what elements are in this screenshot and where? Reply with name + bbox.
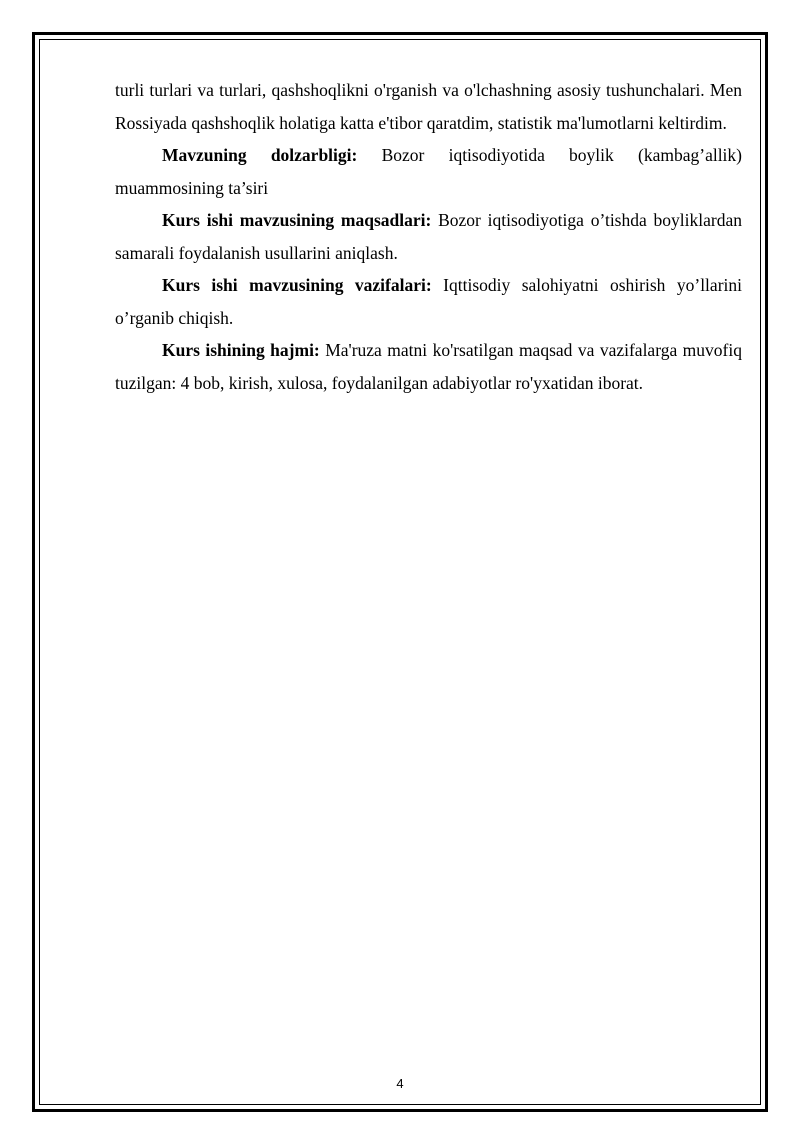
- intro-paragraph: turli turlari va turlari, qashshoqlikni o'rganish va o'lchashning asosiy tushunchalari. Men Rossiyada qashshoqlik holatiga katta e'tibor qaratdim, statistik ma'lumotlarni keltirdim.: [115, 80, 742, 133]
- paragraph-heading: Kurs ishi mavzusining maqsadlari:: [162, 210, 432, 230]
- paragraph-goals: [115, 204, 742, 269]
- paragraph-text: Bozor iqtisodiyotiga o’tishda boyliklardan samarali foydalanish usullarini aniqlash.: [115, 210, 742, 263]
- paragraph-text: Ma'ruza matni ko'rsatilgan maqsad va vazifalarga muvofiq tuzilgan: 4 bob, kirish, xulosa, foydalanilgan adabiyotlar ro'yxatidan iborat.: [115, 340, 742, 393]
- paragraph-volume: [115, 334, 742, 399]
- page-number: 4: [396, 1076, 404, 1091]
- paragraph-heading: Mavzuning dolzarbligi:: [162, 145, 358, 165]
- paragraph-heading: Kurs ishi mavzusining vazifalari:: [162, 275, 432, 295]
- paragraph-text: Iqttisodiy salohiyatni oshirish yo’llarini o’rganib chiqish.: [115, 275, 742, 328]
- paragraph-text: Bozor iqtisodiyotida boylik (kambag’allik) muammosining ta’siri: [115, 145, 742, 198]
- paragraph-tasks: [115, 269, 742, 334]
- document-body: [115, 74, 742, 399]
- paragraph-heading: Kurs ishining hajmi:: [162, 340, 320, 360]
- paragraph-relevance: [115, 139, 742, 204]
